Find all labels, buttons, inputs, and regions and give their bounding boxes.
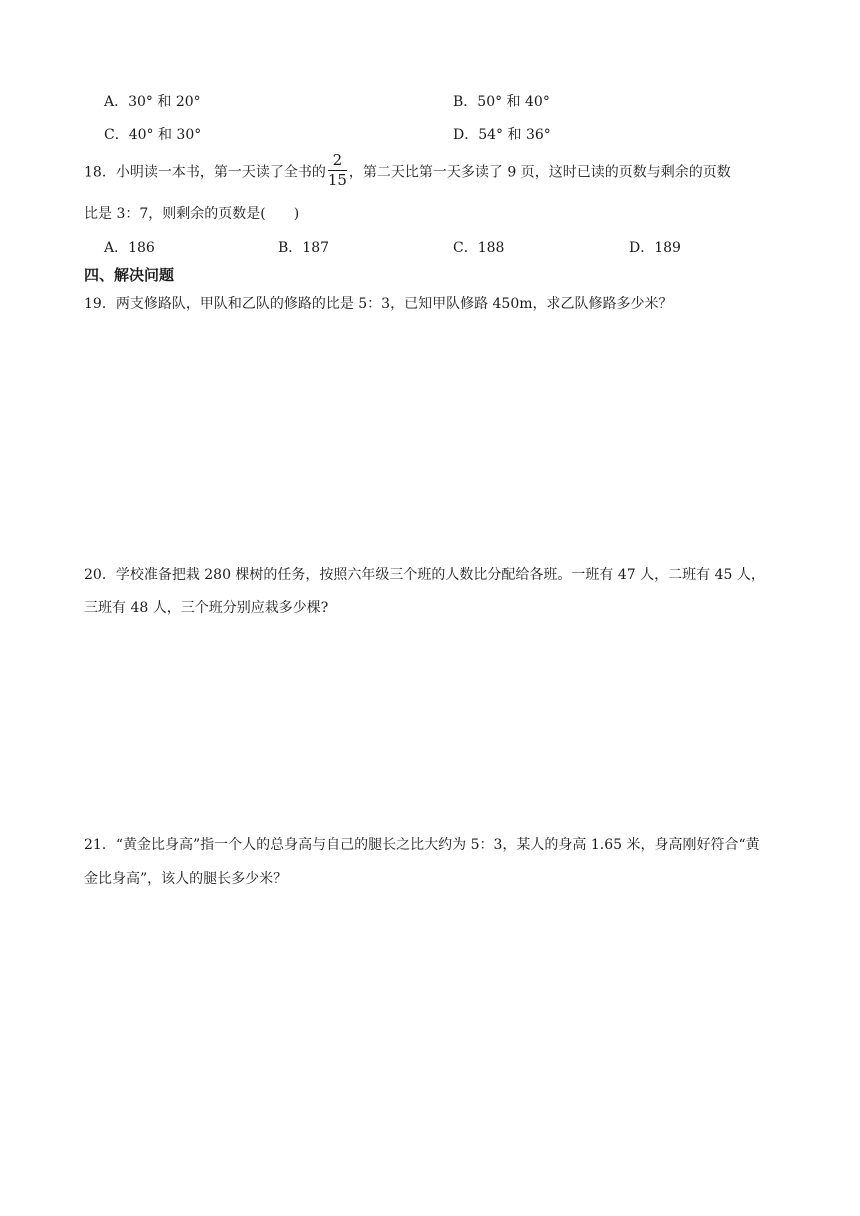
q18-fraction-numerator: 2 bbox=[328, 153, 347, 171]
section-heading: 四、解决问题 bbox=[84, 266, 175, 284]
q17-option-b: B．50° 和 40° bbox=[453, 94, 550, 110]
q17-option-d: D．54° 和 36° bbox=[453, 127, 551, 143]
q21-stem-line1: 21．“黄金比身高”指一个人的总身高与自己的腿长之比大约为 5：3，某人的身高 1.65 米，身高刚好符合“黄 bbox=[84, 837, 760, 853]
q19-stem: 19．两支修路队，甲队和乙队的修路的比是 5：3，已知甲队修路 450m，求乙队修路多少米？ bbox=[84, 296, 673, 312]
q18-fraction bbox=[328, 153, 347, 188]
q18-option-c: C．188 bbox=[453, 240, 505, 256]
q18-option-d: D．189 bbox=[629, 240, 681, 256]
q18-fraction-denominator: 15 bbox=[327, 171, 347, 189]
q21-stem-line2: 金比身高”，该人的腿长多少米？ bbox=[84, 871, 288, 887]
q18-stem-before: 18．小明读一本书，第一天读了全书的 bbox=[84, 164, 326, 181]
q17-option-c: C．40° 和 30° bbox=[104, 127, 202, 143]
q18-option-a: A．186 bbox=[104, 240, 155, 256]
q18-stem-line1 bbox=[84, 151, 731, 190]
q18-stem-line2: 比是 3：7，则剩余的页数是( ) bbox=[84, 206, 300, 222]
q18-option-b: B．187 bbox=[278, 240, 330, 256]
q20-stem-line2: 三班有 48 人，三个班分别应栽多少棵? bbox=[84, 600, 329, 616]
q20-stem-line1: 20．学校准备把栽 280 棵树的任务，按照六年级三个班的人数比分配给各班。一班有 47 人，二班有 45 人， bbox=[84, 567, 765, 583]
q17-option-a: A．30° 和 20° bbox=[104, 94, 201, 110]
q18-stem-after: ，第二天比第一天多读了 9 页，这时已读的页数与剩余的页数 bbox=[348, 164, 731, 181]
